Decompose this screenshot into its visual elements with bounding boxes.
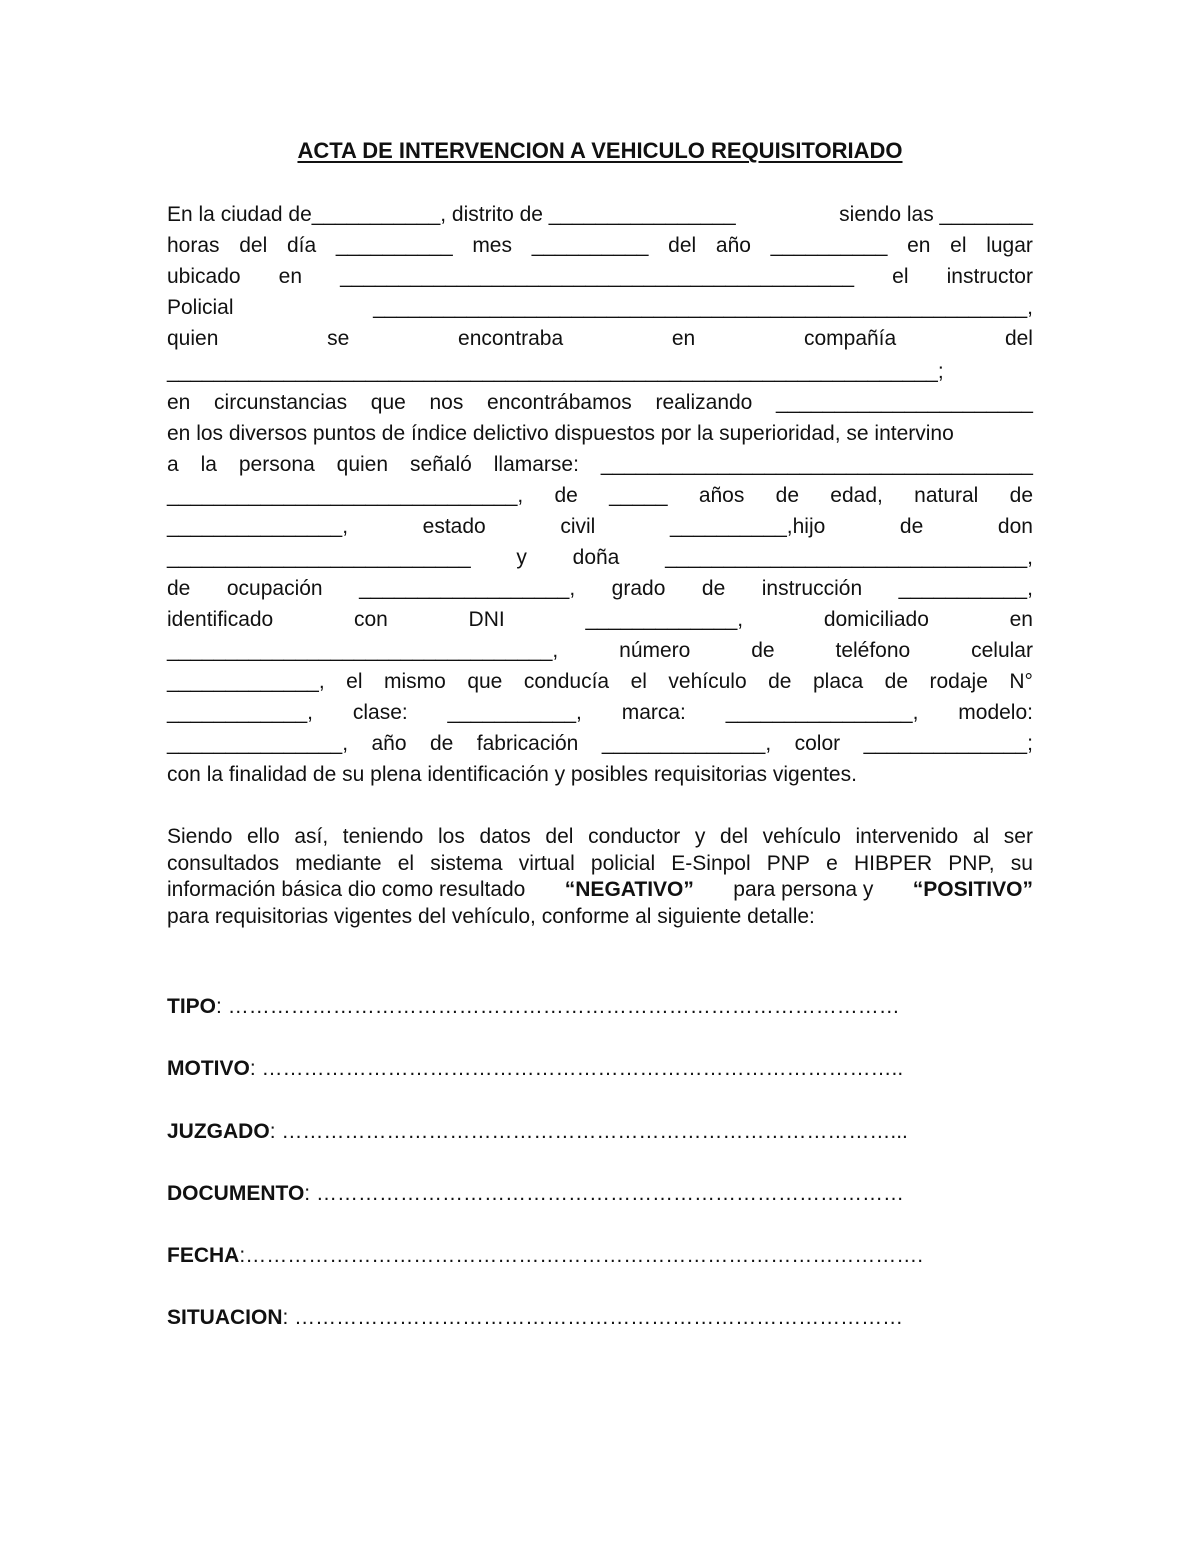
result-positivo: “POSITIVO” [912, 878, 1033, 901]
text-line: __________________________________________________________________; [167, 360, 944, 383]
paragraph-result [167, 824, 1033, 930]
text-line: a la persona quien señaló llamarse: _____________________________________ [167, 453, 1033, 476]
text-line: Policial ________________________________________________________, [167, 296, 1033, 319]
document-title: ACTA DE INTERVENCION A VEHICULO REQUISITORIADO [297, 138, 903, 163]
text-line: __________________________ y doña _______________________________, [167, 546, 1033, 569]
text-line: ubicado en ____________________________________________ el instructor [167, 265, 1033, 288]
text-line: identificado con DNI _____________, domiciliado en [167, 608, 1033, 631]
text-line: en circunstancias que nos encontrábamos realizando ______________________ [167, 391, 1033, 414]
field-tipo: TIPO: …………………………………………………………………………………… [167, 995, 900, 1018]
text-line: con la finalidad de su plena identificación y posibles requisitorias vigentes. [167, 763, 857, 786]
text-line: horas del día __________ mes __________ del año __________ en el lugar [167, 234, 1033, 257]
text-line: _____________, el mismo que conducía el vehículo de placa de rodaje N° [167, 670, 1033, 693]
paragraph-line: consultados mediante el sistema virtual policial E-Sinpol PNP e HIBPER PNP, su [167, 851, 1033, 875]
text-line: ______________________________, de _____ años de edad, natural de [167, 484, 1033, 507]
paragraph-line: Siendo ello así, teniendo los datos del conductor y del vehículo intervenido al ser [167, 825, 1033, 848]
field-situacion: SITUACION: …………………………………………………………………………… [167, 1306, 904, 1329]
result-negativo: “NEGATIVO” [564, 878, 694, 901]
text-line: _________________________________, número de teléfono celular [167, 639, 1033, 662]
text-line: en los diversos puntos de índice delictivo dispuestos por la superioridad, se intervino [167, 422, 954, 445]
text-line: quien se encontraba en compañía del [167, 327, 1033, 350]
field-documento: DOCUMENTO: ………………………………………………………………………… [167, 1182, 904, 1205]
text-line: En la ciudad de___________, distrito de ________________ siendo las ________ [167, 203, 1033, 226]
field-fecha: FECHA:……………………………………………………………………………………. [167, 1244, 924, 1267]
field-motivo: MOTIVO: ……………………………………………………………………………….. [167, 1057, 904, 1080]
field-juzgado: JUZGADO: ……………………………………………………………………………... [167, 1120, 908, 1143]
paragraph-line: para requisitorias vigentes del vehículo, conforme al siguiente detalle: [167, 904, 815, 928]
paragraph-line: información básica dio como resultado “NEGATIVO” para persona y “POSITIVO” [167, 877, 1033, 904]
text-line: de ocupación __________________, grado de instrucción ___________, [167, 577, 1033, 600]
text-line: ____________, clase: ___________, marca: ________________, modelo: [167, 701, 1033, 724]
text-line: _______________, estado civil __________,hijo de don [167, 515, 1033, 538]
text-line: _______________, año de fabricación ______________, color ______________; [167, 732, 1033, 755]
